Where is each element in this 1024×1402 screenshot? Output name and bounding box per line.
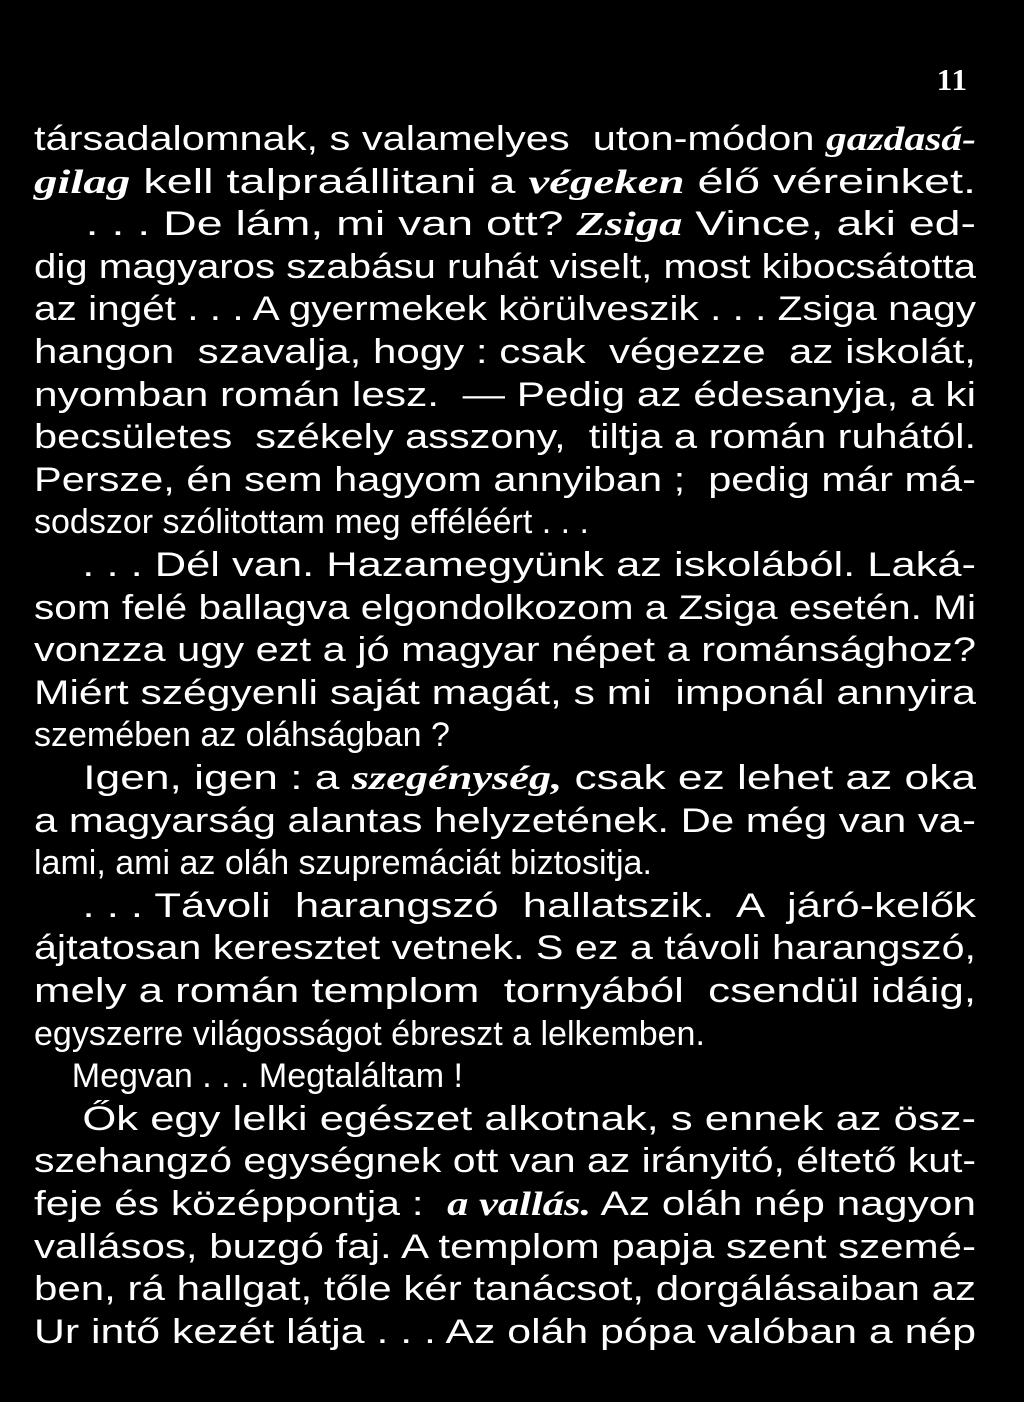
text-segment: mely a román templom tornyából csendül idáig,: [34, 972, 976, 1010]
text-segment: feje és középpontja :: [34, 1185, 448, 1223]
text-line: [0, 1307, 1024, 1357]
text-segment: nyomban román lesz. — Pedig az édesanyja, a ki: [34, 375, 976, 414]
text-segment: vallásos, buzgó faj. A templom papja szent szemé-: [34, 1227, 976, 1266]
text-segment: sodszor szólitottam meg efféléért . . .: [34, 503, 589, 542]
text-segment: egyszerre világosságot ébreszt a lelkemben.: [34, 1014, 705, 1053]
text-segment: a magyarság alantas helyzetének. De még van va-: [34, 801, 976, 840]
text-segment: . . . De lám, mi van ott?: [34, 205, 577, 244]
text-segment: hangon szavalja, hogy : csak végezze az iskolát,: [34, 333, 976, 371]
text-segment: Ur intő kezét látja . . . Az oláh pópa valóban a nép: [34, 1312, 976, 1351]
text-segment: Vince, aki ed-: [682, 205, 976, 244]
text-segment: csak ez lehet az oka: [562, 759, 976, 797]
text-segment: társadalomnak, s valamelyes uton-módon: [34, 120, 826, 158]
text-segment: vonzza ugy ezt a jó magyar népet a románsághoz?: [34, 631, 976, 670]
text-segment: lami, ami az oláh szupremáciát biztositja.: [34, 844, 652, 883]
italic-phrase: szegénység,: [351, 760, 563, 797]
italic-phrase: gazdasá-: [825, 121, 976, 158]
italic-phrase: gilag: [34, 163, 131, 201]
text-segment: Az oláh nép nagyon: [591, 1185, 976, 1223]
text-segment: ájtatosan keresztet vetnek. S ez a távoli harangszó,: [34, 929, 977, 968]
text-segment: az ingét . . . A gyermekek körülveszik . . . Zsiga nagy: [34, 290, 976, 329]
text-segment: becsületes székely asszony, tiltja a román ruhától.: [34, 418, 977, 457]
text-segment: Megvan . . . Megtaláltam !: [34, 1057, 463, 1096]
text-segment: kell talpraállitani a: [130, 162, 529, 201]
text-segment: Igen, igen : a: [34, 759, 352, 797]
text-segment: . . . Dél van. Hazamegyünk az iskolából. Laká-: [34, 546, 976, 584]
italic-phrase: végeken: [528, 163, 685, 201]
text-segment: élő véreinket.: [684, 162, 976, 201]
italic-phrase: Zsiga: [576, 206, 683, 244]
text-segment: Persze, én sem hagyom annyiban ; pedig már má-: [34, 460, 976, 499]
text-segment: . . . Távoli harangszó hallatszik. A járó-kelők: [34, 886, 977, 925]
page-number: 11: [936, 62, 968, 97]
text-segment: szemében az oláhságban ?: [34, 716, 450, 755]
italic-phrase: a vallás.: [447, 1186, 592, 1223]
text-segment: som felé ballagva elgondolkozom a Zsiga esetén. Mi: [34, 588, 977, 627]
text-segment: Miért szégyenli saját magát, s mi imponál annyira: [34, 673, 976, 712]
text-segment: dig magyaros szabásu ruhát viselt, most kibocsátotta: [34, 247, 976, 286]
text-segment: szehangzó egységnek ott van az irányitó, éltető kut-: [34, 1142, 976, 1181]
text-segment: ben, rá hallgat, tőle kér tanácsot, dorgálásaiban az: [34, 1270, 976, 1309]
text-segment: Ők egy lelki egészet alkotnak, s ennek az ösz-: [34, 1099, 976, 1138]
